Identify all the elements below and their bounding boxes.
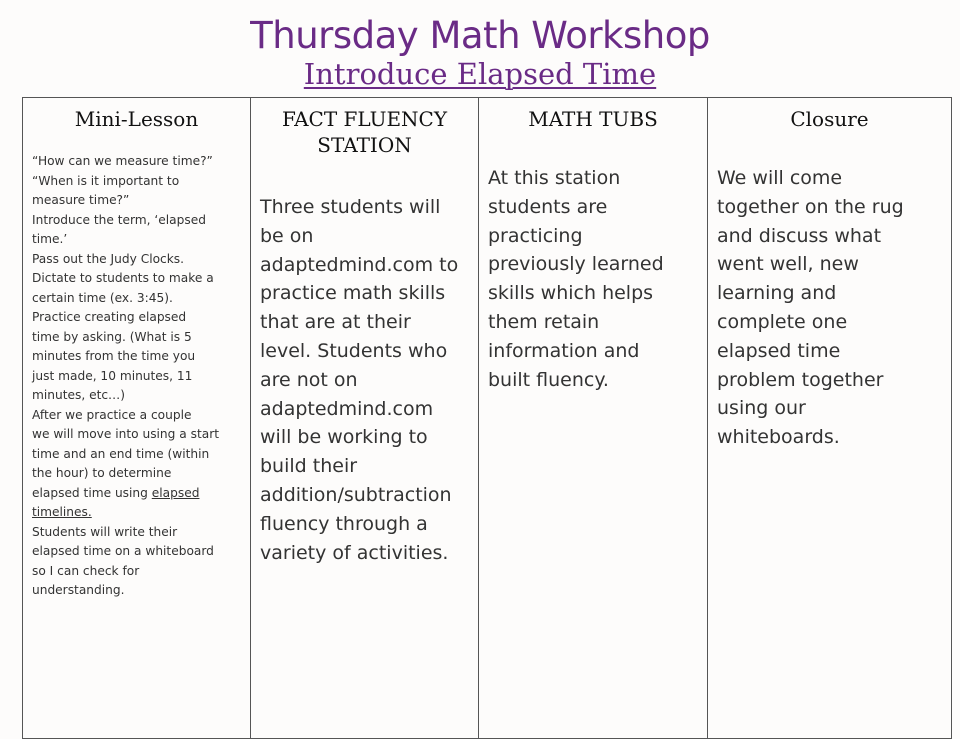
text-line: elapsed time on a whiteboard bbox=[32, 544, 214, 558]
heading-line: FACT FLUENCY bbox=[281, 107, 448, 131]
text-line: and discuss what bbox=[717, 224, 882, 247]
text-line: learning and bbox=[717, 282, 837, 305]
text-line: went well, new bbox=[717, 253, 859, 276]
column-mini-lesson bbox=[23, 98, 251, 738]
text-line: Pass out the Judy Clocks. bbox=[32, 251, 185, 266]
column-closure bbox=[708, 98, 951, 738]
page-title: Thursday Math Workshop bbox=[250, 14, 710, 57]
text-line: previously learned bbox=[488, 253, 664, 276]
text-line: time.’ bbox=[32, 232, 68, 246]
text-line: complete one bbox=[717, 310, 848, 333]
text-fragment: elapsed time using bbox=[32, 485, 152, 500]
text-line: Dictate to students to make a bbox=[32, 271, 214, 285]
text-line: “When is it important to bbox=[32, 173, 180, 188]
text-line: We will come bbox=[717, 167, 843, 189]
text-line: Three students will bbox=[260, 196, 441, 218]
text-line: whiteboards. bbox=[717, 426, 840, 449]
column-fact-fluency bbox=[251, 98, 479, 738]
text-line: are not on bbox=[260, 368, 358, 391]
column-heading: Closure bbox=[790, 107, 869, 131]
column-heading bbox=[251, 106, 478, 158]
text-line: will be working to bbox=[260, 426, 428, 449]
text-line: adaptedmind.com to bbox=[260, 253, 459, 276]
text-line: understanding. bbox=[32, 583, 125, 597]
text-line: variety of activities. bbox=[260, 541, 449, 564]
workshop-table bbox=[22, 97, 952, 739]
text-line: problem together bbox=[717, 368, 884, 391]
text-line: time by asking. (What is 5 bbox=[32, 329, 192, 344]
text-line: we will move into using a start bbox=[32, 427, 219, 441]
text-line: Practice creating elapsed bbox=[32, 310, 187, 324]
text-line: so I can check for bbox=[32, 563, 140, 578]
text-line: adaptedmind.com bbox=[260, 397, 434, 420]
text-line: level. Students who bbox=[260, 339, 448, 362]
underlined-term: elapsed bbox=[151, 485, 200, 500]
text-line: practicing bbox=[488, 224, 583, 247]
math-tubs-text bbox=[488, 164, 664, 394]
closure-text bbox=[717, 164, 904, 452]
text-line: elapsed time bbox=[717, 339, 841, 362]
text-line: minutes, etc…) bbox=[32, 388, 126, 402]
column-heading: Mini-Lesson bbox=[74, 107, 199, 131]
fact-fluency-text bbox=[260, 193, 458, 567]
text-line: using our bbox=[717, 397, 806, 420]
text-line: students are bbox=[488, 195, 608, 218]
text-line: At this station bbox=[488, 167, 621, 189]
underlined-term: timelines. bbox=[32, 505, 92, 519]
text-line: Students will write their bbox=[32, 524, 178, 539]
text-line: just made, 10 minutes, 11 bbox=[32, 368, 193, 383]
text-line: skills which helps bbox=[488, 282, 654, 305]
text-line: certain time (ex. 3:45). bbox=[32, 290, 173, 305]
text-line bbox=[32, 484, 219, 504]
text-line: time and an end time (within bbox=[32, 446, 210, 461]
page-subtitle: Introduce Elapsed Time bbox=[303, 57, 657, 91]
mini-lesson-text bbox=[32, 152, 219, 601]
text-line: built fluency. bbox=[488, 368, 609, 391]
text-line: build their bbox=[260, 455, 358, 478]
column-math-tubs bbox=[479, 98, 708, 738]
text-line: minutes from the time you bbox=[32, 349, 196, 363]
column-heading: MATH TUBS bbox=[528, 107, 658, 131]
text-line: that are at their bbox=[260, 311, 411, 334]
text-line: practice math skills bbox=[260, 282, 446, 305]
text-line: measure time?” bbox=[32, 193, 130, 207]
heading-line: STATION bbox=[317, 133, 412, 157]
text-line: together on the rug bbox=[717, 195, 904, 218]
text-line: addition/subtraction bbox=[260, 483, 452, 506]
text-line: After we practice a couple bbox=[32, 407, 192, 422]
text-line: be on bbox=[260, 224, 314, 247]
text-line: information and bbox=[488, 339, 640, 362]
text-line: “How can we measure time?” bbox=[32, 154, 213, 168]
text-line: Introduce the term, ‘elapsed bbox=[32, 212, 206, 227]
text-line: the hour) to determine bbox=[32, 466, 172, 480]
text-line: fluency through a bbox=[260, 512, 428, 535]
text-line: them retain bbox=[488, 310, 600, 333]
